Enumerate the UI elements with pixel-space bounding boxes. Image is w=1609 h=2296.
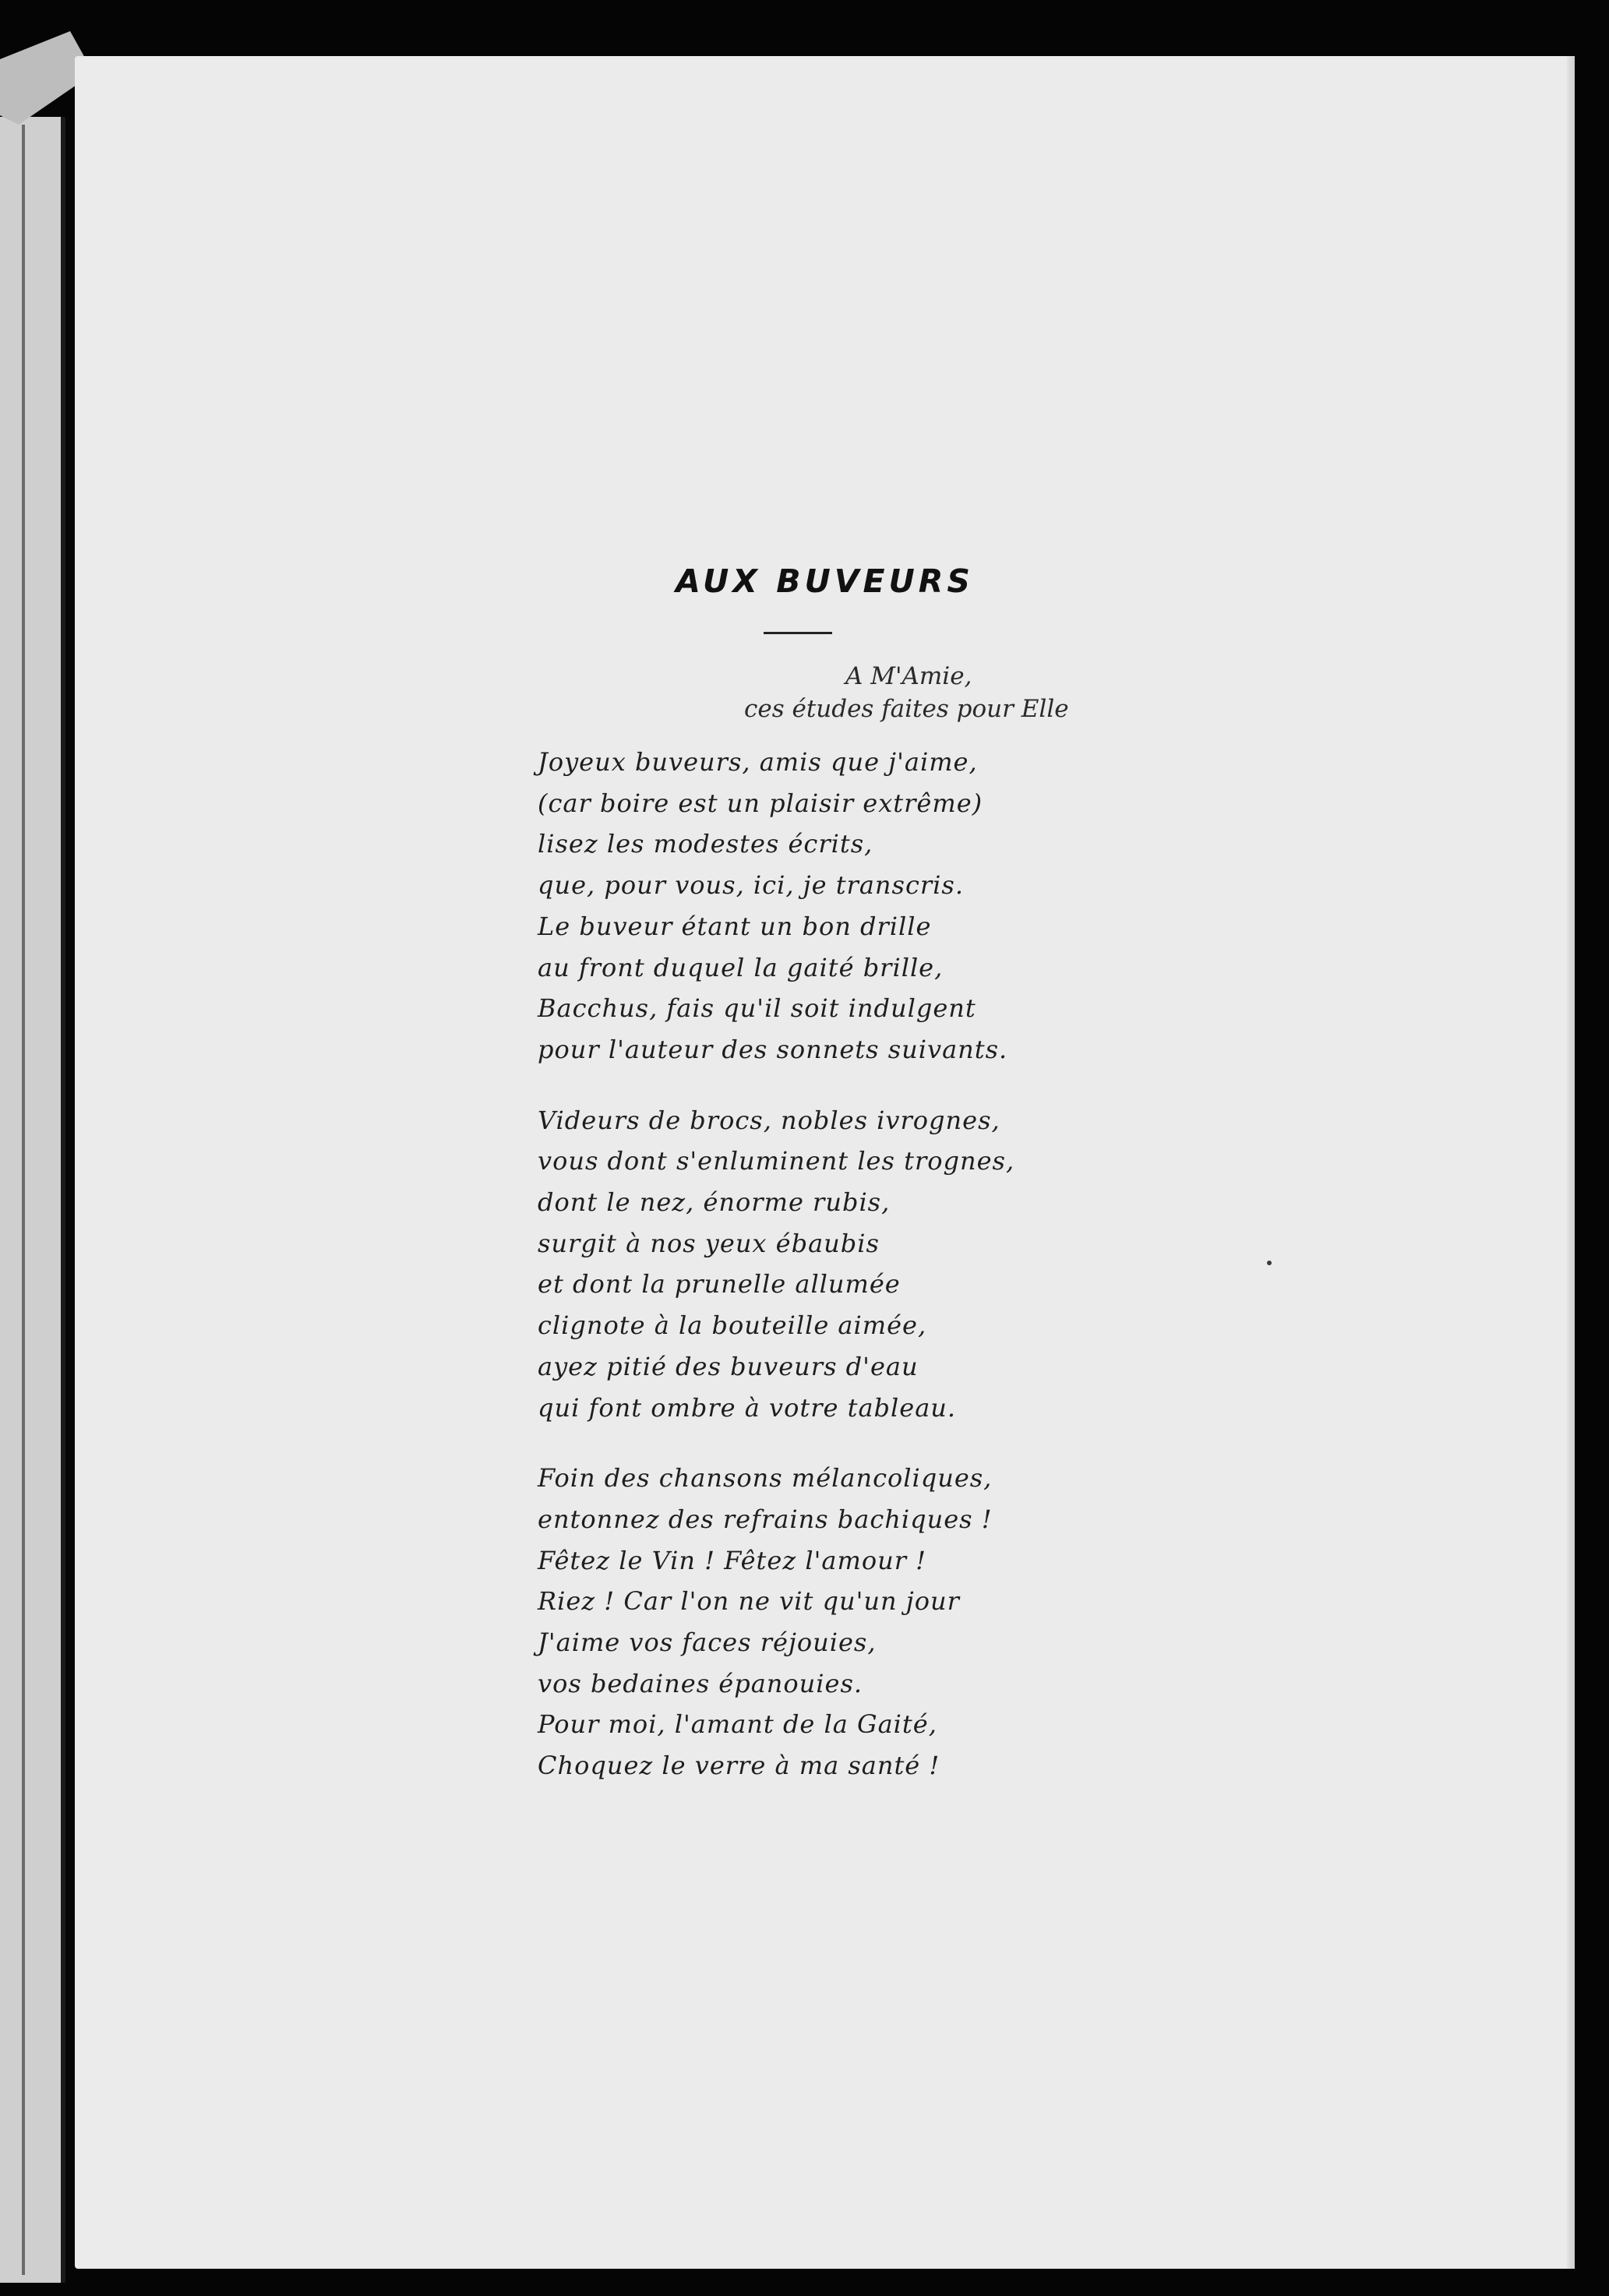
title-divider (764, 632, 832, 634)
stanza-1 (538, 742, 1014, 1070)
print-speck (1267, 1261, 1272, 1265)
poem-line: au front duquel la gaité brille, (538, 952, 944, 982)
previous-page-edge (0, 117, 65, 2283)
poem-line: dont le nez, énorme rubis, (538, 1187, 891, 1218)
poem-line: Fêtez le Vin ! Fêtez l'amour ! (538, 1545, 927, 1575)
poem-line: qui font ombre à votre tableau. (538, 1392, 957, 1423)
poem-line: pour l'auteur des sonnets suivants. (538, 1034, 1008, 1064)
dedication-line-1: A M'Amie, (845, 662, 972, 690)
poem-line: J'aime vos faces réjouies, (538, 1628, 877, 1658)
poem-line: Choquez le verre à ma santé ! (538, 1751, 940, 1781)
poem-line: Le buveur étant un bon drille (538, 911, 932, 941)
poem-title: AUX BUVEURS (676, 563, 974, 600)
poem-line: Foin des chansons mélancoliques, (538, 1463, 993, 1494)
poem-line: Joyeux buveurs, amis que j'aime, (538, 747, 978, 777)
poem-line: vous dont s'enluminent les trognes, (538, 1146, 1015, 1176)
poem-line: que, pour vous, ici, je transcris. (538, 870, 964, 901)
page-fold-line (22, 125, 25, 2275)
page-content (75, 56, 1575, 2269)
poem-line: Bacchus, fais qu'il soit indulgent (538, 993, 976, 1024)
stanza-2 (538, 1100, 1014, 1429)
poem-line: entonnez des refrains bachiques ! (538, 1504, 993, 1534)
poem-line: Pour moi, l'amant de la Gaité, (538, 1709, 937, 1740)
poem-line: ayez pitié des buveurs d'eau (538, 1351, 919, 1381)
poem-line: et dont la prunelle allumée (538, 1269, 901, 1300)
stanza-3 (538, 1458, 1014, 1786)
poem-line: vos bedaines épanouies. (538, 1668, 863, 1698)
poem-line: Riez ! Car l'on ne vit qu'un jour (538, 1586, 960, 1617)
dedication-line-2: ces études faites pour Elle (744, 695, 1069, 723)
poem-line: surgit à nos yeux ébaubis (538, 1228, 880, 1258)
poem-line: clignote à la bouteille aimée, (538, 1310, 927, 1341)
poem-line: lisez les modestes écrits, (538, 829, 873, 859)
poem-line: Videurs de brocs, nobles ivrognes, (538, 1105, 1000, 1135)
book-page (75, 56, 1575, 2269)
poem-line: (car boire est un plaisir extrême) (538, 788, 983, 818)
poem-body (538, 742, 1014, 1816)
